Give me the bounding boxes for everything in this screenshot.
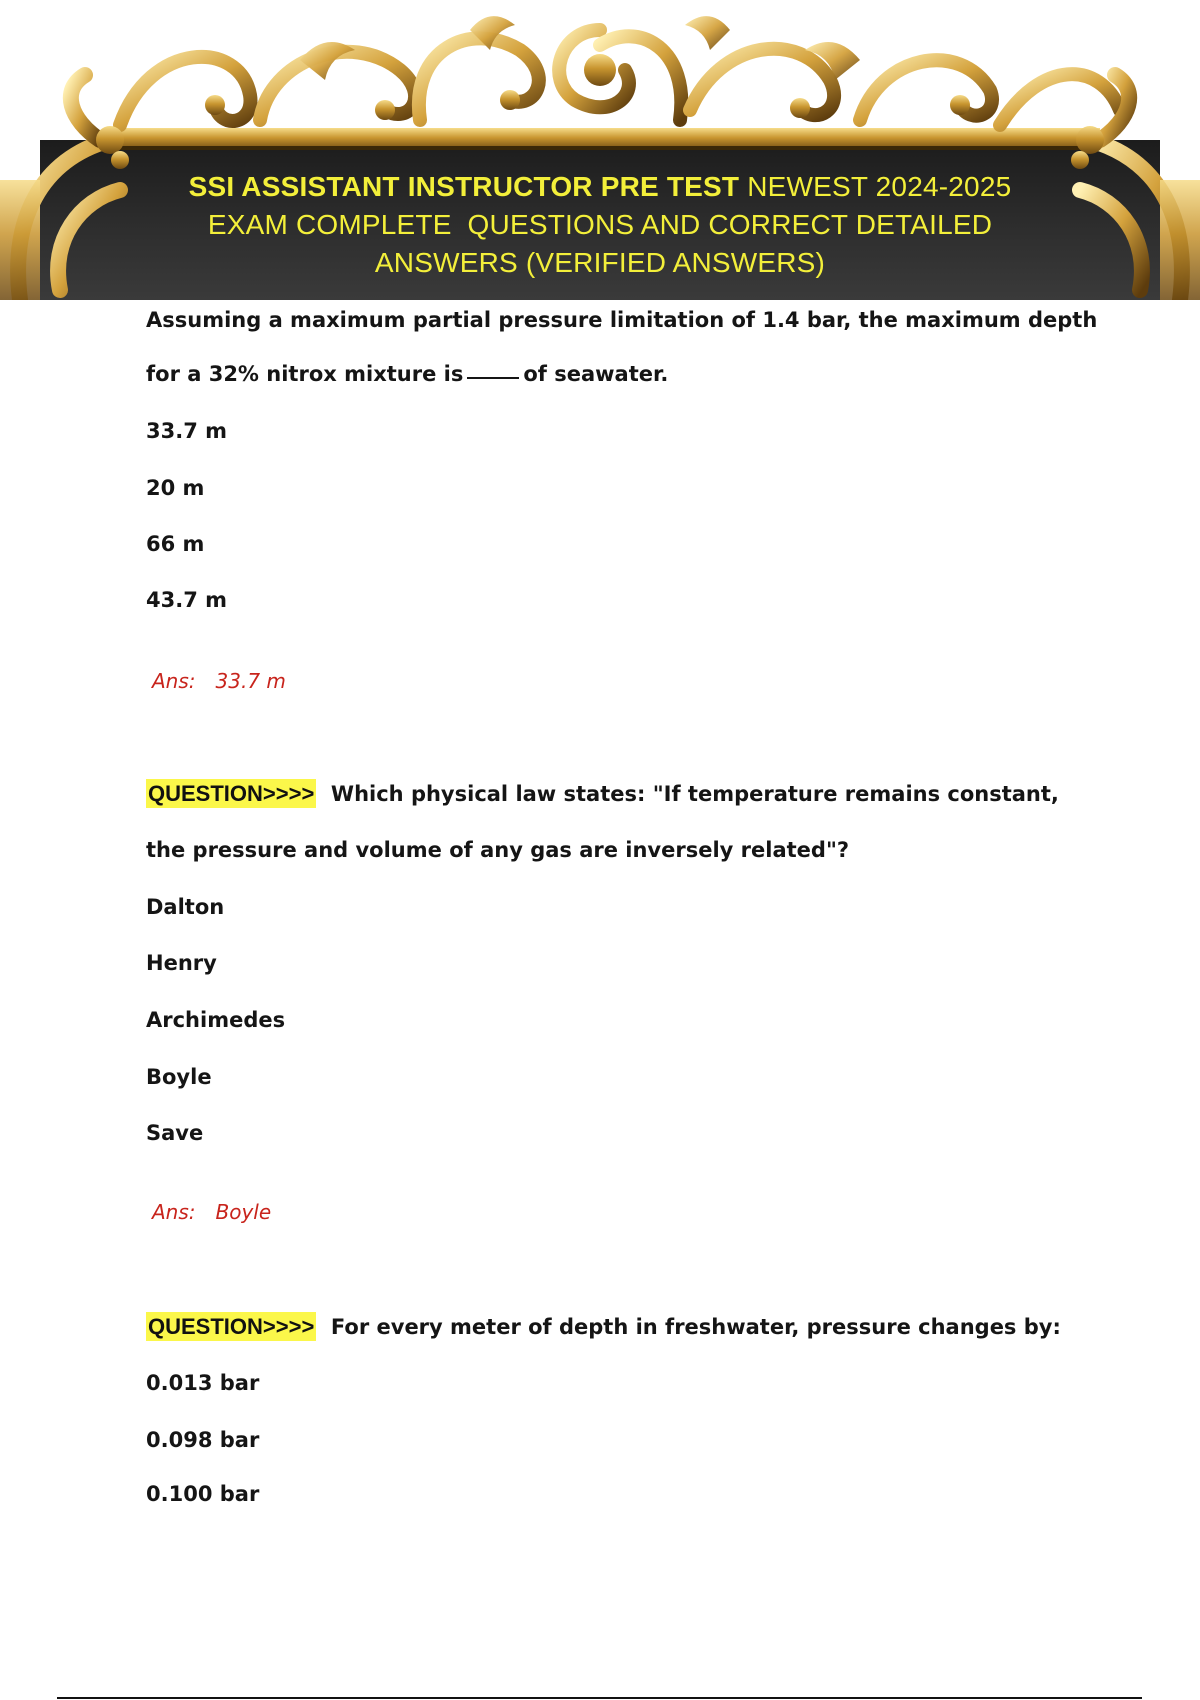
question-2-prompt-text: Which physical law states: "If temperature remains constant,	[330, 782, 1059, 806]
question-3-option-2: 0.098 bar	[146, 1428, 260, 1452]
answer-value: Boyle	[215, 1200, 272, 1224]
question-1-option-1: 33.7 m	[146, 419, 228, 443]
question-1-option-4: 43.7 m	[146, 588, 228, 612]
question-1-prompt-part-b: of seawater.	[523, 362, 669, 386]
question-1-option-3: 66 m	[146, 532, 205, 556]
question-1-prompt-line-1: Assuming a maximum partial pressure limitation of 1.4 bar, the maximum depth	[146, 308, 1098, 332]
title-rest-text: NEWEST 2024-2025	[747, 171, 1012, 202]
answer-value: 33.7 m	[215, 669, 286, 693]
question-2-prompt-line-1	[146, 781, 1059, 807]
question-tag: QUESTION>>>>	[148, 781, 315, 806]
question-1-prompt-line-2	[146, 362, 668, 386]
question-3-prompt-text: For every meter of depth in freshwater, pressure changes by:	[330, 1315, 1061, 1339]
answer-label: Ans:	[152, 1200, 196, 1224]
title-line-2: EXAM COMPLETE QUESTIONS AND CORRECT DETAILED	[207, 209, 993, 240]
question-3-prompt-line-1	[146, 1314, 1061, 1340]
question-2-option-1: Dalton	[146, 895, 225, 919]
document-title	[150, 168, 1050, 282]
title-line-3: ANSWERS (VERIFIED ANSWERS)	[374, 247, 826, 278]
title-bold-text: SSI ASSISTANT INSTRUCTOR PRE TEST	[188, 171, 740, 202]
question-2-option-2: Henry	[146, 951, 217, 975]
question-2-prompt-line-2: the pressure and volume of any gas are inversely related"?	[146, 838, 850, 862]
question-tag: QUESTION>>>>	[148, 1314, 315, 1339]
question-2-option-4: Boyle	[146, 1065, 212, 1089]
question-2-option-3: Archimedes	[146, 1008, 286, 1032]
question-3-option-1: 0.013 bar	[146, 1371, 260, 1395]
question-2-answer	[152, 1200, 271, 1224]
question-1-prompt-part-a: for a 32% nitrox mixture is	[146, 362, 464, 386]
header-banner	[0, 0, 1200, 300]
question-1-answer	[152, 669, 286, 693]
page-bottom-rule	[57, 1697, 1142, 1699]
title-line-1	[150, 168, 1050, 206]
question-1-option-2: 20 m	[146, 476, 205, 500]
question-2-option-5: Save	[146, 1121, 204, 1145]
answer-label: Ans:	[152, 669, 196, 693]
fill-in-blank	[467, 377, 519, 379]
question-3-option-3: 0.100 bar	[146, 1482, 260, 1506]
